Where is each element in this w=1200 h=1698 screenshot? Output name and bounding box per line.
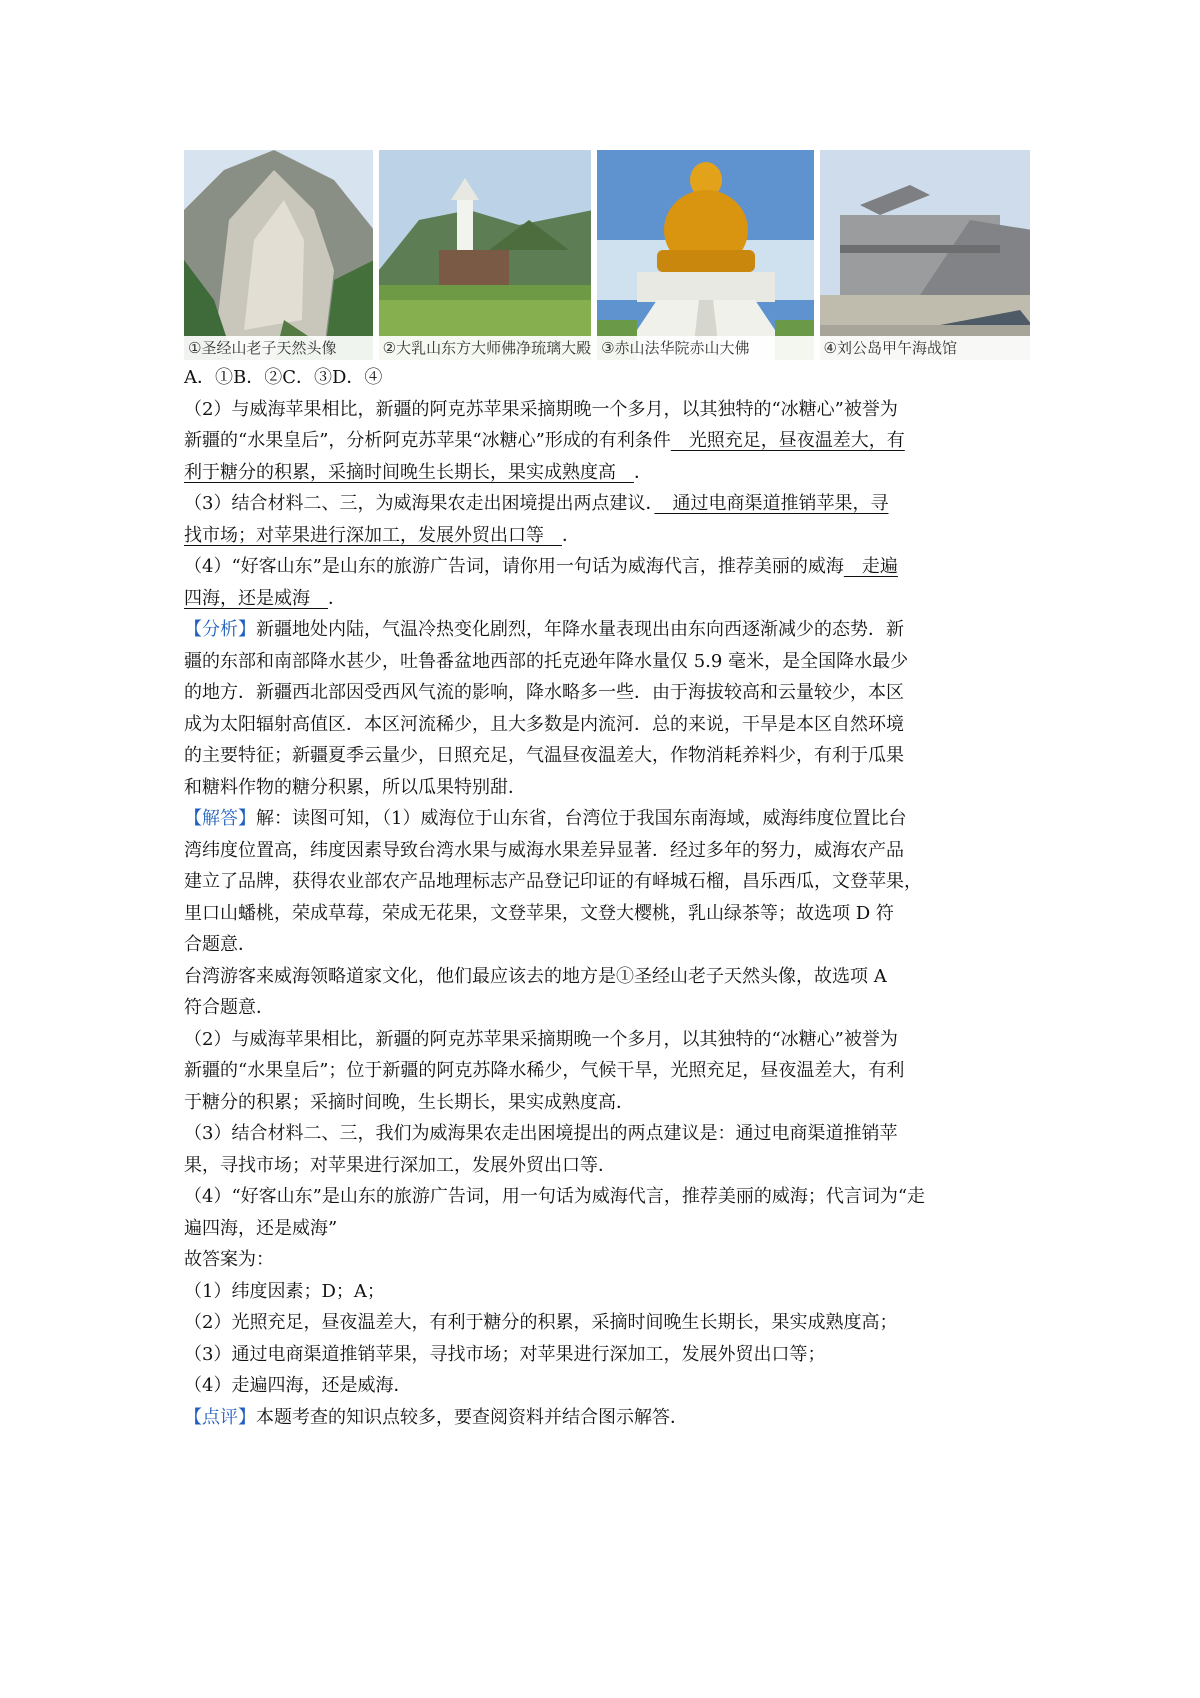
question-4-line-1 [184, 551, 1030, 583]
question-3-line-2 [184, 520, 1030, 552]
solution-line-9: 新疆的“水果皇后”；位于新疆的阿克苏降水稀少，气候干旱，光照充足，昼夜温差大，有利 [184, 1060, 905, 1081]
question-2-end: ． [634, 461, 652, 483]
question-3-answer: 通过电商渠道推销苹果，寻 [654, 493, 889, 514]
question-4-answer: 走遍 [843, 556, 898, 577]
question-3-prompt: （3）结合材料二、三，为威海果农走出困境提出两点建议． [184, 493, 655, 514]
question-2-answer: 光照充足，昼夜温差大，有 [670, 430, 905, 451]
photo-caption: ②大乳山东方大师佛净琉璃大殿 [379, 336, 591, 360]
question-2-line-3 [184, 457, 1030, 489]
analysis-line-5: 的主要特征；新疆夏季云量少，日照充足，气温昼夜温差大，作物消耗养料少，有利于瓜果 [184, 745, 904, 766]
solution-line-18: （3）通过电商渠道推销苹果，寻找市场；对苹果进行深加工，发展外贸出口等； [184, 1343, 826, 1365]
comment-section [184, 1402, 1030, 1434]
solution-line-2: 湾纬度位置高，纬度因素导致台湾水果与威海水果差异显著．经过多年的努力，威海农产品 [184, 839, 904, 861]
solution-line-10: 于糖分的积累；采摘时间晚，生长期长，果实成熟度高． [184, 1091, 634, 1113]
solution-line-6: 台湾游客来威海领略道家文化，他们最应该去的地方是①圣经山老子天然头像，故选项 A [184, 965, 887, 987]
solution-line-5: 合题意． [184, 934, 256, 955]
solution-line-8: （2）与威海苹果相比，新疆的阿克苏苹果采摘期晚一个多月，以其独特的“冰糖心”被誉为 [184, 1028, 898, 1050]
solution-line-4: 里口山蟠桃，荣成草莓，荣成无花果，文登苹果，文登大樱桃，乳山绿茶等；故选项 D 符 [184, 902, 894, 924]
question-2-prompt: 新疆的“水果皇后”，分析阿克苏苹果“冰糖心”形成的有利条件 [184, 430, 671, 451]
solution-line-11: （3）结合材料二、三，我们为威海果农走出困境提出的两点建议是：通过电商渠道推销苹 [184, 1123, 898, 1144]
photo-caption: ①圣经山老子天然头像 [184, 336, 373, 360]
white-pagoda-temple-icon [379, 150, 591, 360]
question-2-line-2 [184, 425, 1030, 457]
solution-tag: 【解答】 [184, 808, 256, 829]
photo-golden-buddha-statue [597, 150, 813, 360]
question-4 [184, 551, 1030, 614]
war-memorial-museum-icon [820, 150, 1030, 360]
mountain-rock-face-icon [184, 150, 373, 360]
analysis-tag: 【分析】 [184, 619, 256, 640]
solution-line-19: （4）走遍四海，还是威海． [184, 1375, 412, 1396]
golden-buddha-statue-icon [597, 150, 813, 360]
solution-line-3: 建立了品牌，获得农业部农产品地理标志产品登记印证的有峄城石榴，昌乐西瓜，文登苹果， [184, 871, 922, 892]
answer-options: A．①B．②C．③D．④ [184, 367, 383, 388]
document-page [184, 150, 1030, 1433]
question-3-answer-continued: 找市场；对苹果进行深加工，发展外贸出口等 [184, 524, 562, 546]
analysis-line-3: 的地方．新疆西北部因受西风气流的影响，降水略多一些．由于海拔较高和云量较少，本区 [184, 682, 904, 703]
question-3-end: ． [562, 524, 580, 546]
question-4-end: ． [328, 587, 346, 609]
analysis-line-6: 和糖料作物的糖分积累，所以瓜果特别甜． [184, 776, 526, 798]
solution-line-7: 符合题意． [184, 997, 274, 1018]
photo-white-pagoda-temple [379, 150, 591, 360]
analysis-line-4: 成为太阳辐射高值区．本区河流稀少，且大多数是内流河．总的来说，干旱是本区自然环境 [184, 713, 904, 735]
question-3-line-1 [184, 488, 1030, 520]
analysis-line-2: 疆的东部和南部降水甚少，吐鲁番盆地西部的托克逊年降水量仅 5.9 毫米，是全国降水最少 [184, 650, 909, 672]
analysis-section [184, 614, 1030, 803]
analysis-text: 新疆地处内陆，气温冷热变化剧烈，年降水量表现出由东向西逐渐减少的态势．新 [256, 619, 904, 640]
solution-line-17: （2）光照充足，昼夜温差大，有利于糖分的积累，采摘时间晚生长期长，果实成熟度高； [184, 1312, 898, 1333]
question-2 [184, 394, 1030, 489]
photo-caption: ④刘公岛甲午海战馆 [820, 336, 1030, 360]
solution-section [184, 803, 1030, 1402]
solution-text: 解：读图可知，（1）威海位于山东省，台湾位于我国东南海域，威海纬度位置比台 [256, 808, 907, 829]
solution-line-16: （1）纬度因素；D；A； [184, 1280, 385, 1302]
solution-line-1 [184, 803, 1030, 835]
comment-tag: 【点评】 [184, 1406, 256, 1428]
question-4-line-2 [184, 583, 1030, 615]
solution-line-12: 果，寻找市场；对苹果进行深加工，发展外贸出口等． [184, 1154, 616, 1176]
question-2-line-1: （2）与威海苹果相比，新疆的阿克苏苹果采摘期晚一个多月，以其独特的“冰糖心”被誉为 [184, 398, 898, 420]
photo-war-memorial-museum [820, 150, 1030, 360]
solution-line-13: （4）“好客山东”是山东的旅游广告词，用一句话为威海代言，推荐美丽的威海；代言词为“走 [184, 1186, 926, 1207]
solution-line-15: 故答案为： [184, 1249, 274, 1270]
comment-line [184, 1402, 1030, 1434]
solution-line-14: 遍四海，还是威海” [184, 1217, 338, 1239]
comment-text: 本题考查的知识点较多，要查阅资料并结合图示解答． [256, 1406, 688, 1428]
question-4-prompt: （4）“好客山东”是山东的旅游广告词，请你用一句话为威海代言，推荐美丽的威海 [184, 556, 844, 577]
question-2-answer-continued: 利于糖分的积累，采摘时间晚生长期长，果实成熟度高 [184, 461, 634, 483]
photo-caption: ③赤山法华院赤山大佛 [597, 336, 813, 360]
photo-mountain-rock-face [184, 150, 373, 360]
question-4-answer-continued: 四海，还是威海 [184, 587, 328, 609]
question-3 [184, 488, 1030, 551]
analysis-line-1 [184, 614, 1030, 646]
photo-strip [184, 150, 1030, 360]
